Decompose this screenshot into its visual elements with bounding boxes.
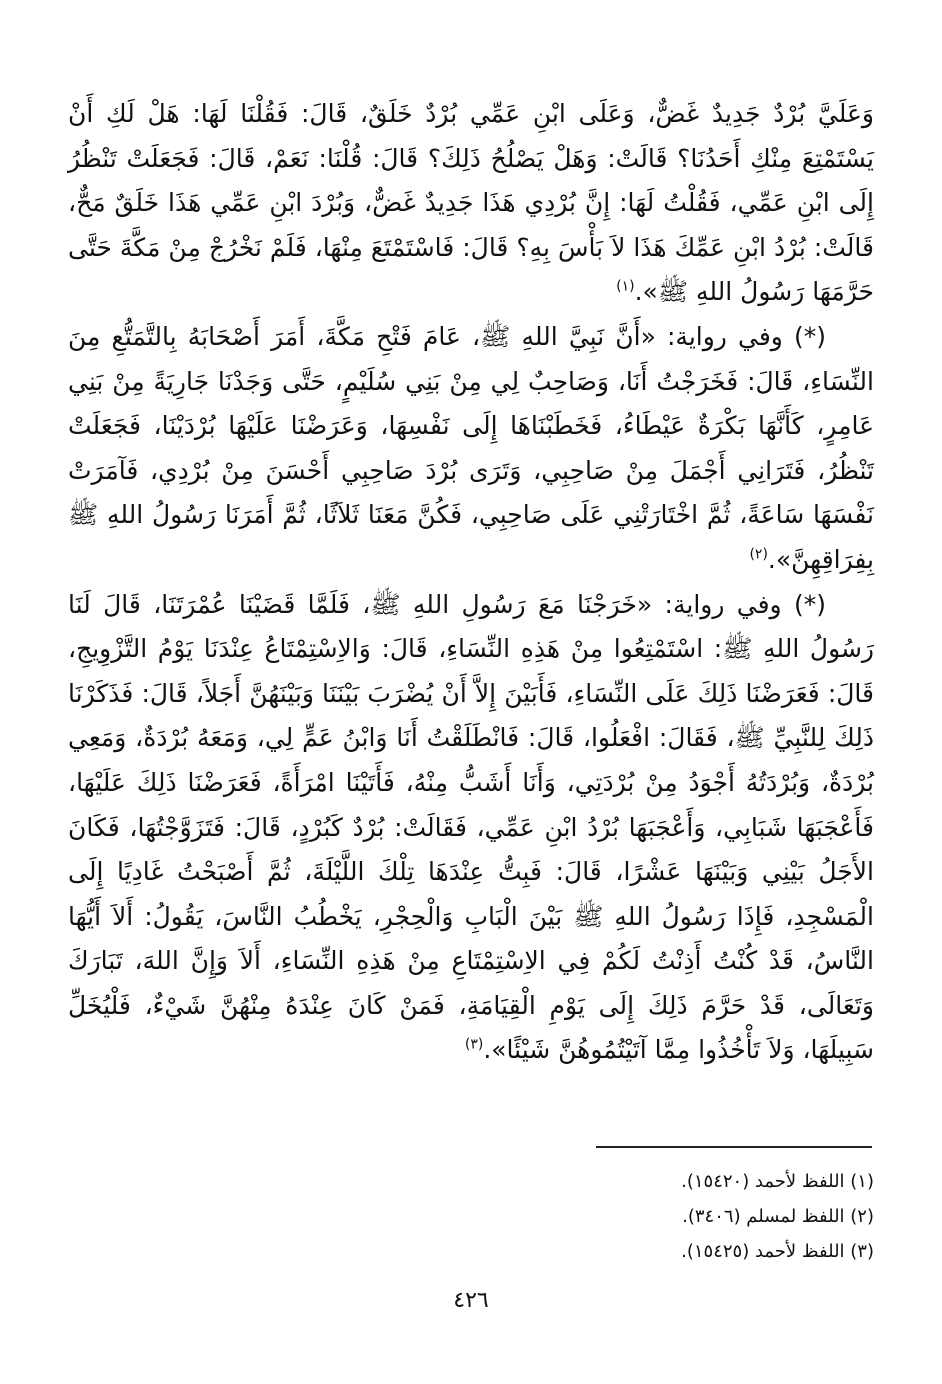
footnote-item: (٣) اللفظ لأحمد (١٥٤٢٥).	[681, 1241, 874, 1262]
main-text-body	[68, 92, 874, 1073]
paragraph-narration-3	[68, 583, 874, 1074]
paragraph-text: (*) وفي رواية: «أَنَّ نَبِيَّ اللهِ ﷺ، عَامَ فَتْحِ مَكَّةَ، أَمَرَ أَصْحَابَهُ بِالتَّمَتُّعِ مِنَ النِّسَاءِ، قَالَ: فَخَرَجْتُ أَنَا، وَصَاحِبٌ لِي مِنْ بَنِي سُلَيْمٍ، حَتَّى وَجَدْنَا جَارِيَةً مِنْ بَنِي عَامِرٍ، كَأَنَّهَا بَكْرَةٌ عَيْطَاءُ، فَخَطَبْنَاهَا إِلَى نَفْسِهَا، وَعَرَضْنَا عَلَيْهَا بُرْدَيْنَا، فَجَعَلَتْ تَنْظُرُ، فَتَرَانِي أَجْمَلَ مِنْ صَاحِبِي، وَتَرَى بُرْدَ صَاحِبِي أَحْسَنَ مِنْ بُرْدِي، فَآمَرَتْ نَفْسَهَا سَاعَةً، ثُمَّ اخْتَارَتْنِي عَلَى صَاحِبِي، فَكُنَّ مَعَنَا ثَلاَثًا، ثُمَّ أَمَرَنَا رَسُولُ اللهِ ﷺ بِفِرَاقِهِنَّ».	[68, 321, 874, 574]
footnote-reference: (٣)	[464, 1037, 484, 1054]
footnote-item: (١) اللفظ لأحمد (١٥٤٢٠).	[681, 1171, 874, 1192]
page-number: ٤٢٦	[453, 1288, 489, 1313]
paragraph-text: وَعَلَيَّ بُرْدٌ جَدِيدٌ غَضٌّ، وَعَلَى ابْنِ عَمِّي بُرْدٌ خَلَقٌ، قَالَ: فَقُلْنَا لَهَا: هَلْ لَكِ أَنْ يَسْتَمْتِعَ مِنْكِ أَحَدُنَا؟ قَالَتْ: وَهَلْ يَصْلُحُ ذَلِكَ؟ قَالَ: قُلْنَا: نَعَمْ، قَالَ: فَجَعَلَتْ تَنْظُرُ إِلَى ابْنِ عَمِّي، فَقُلْتُ لَهَا: إِنَّ بُرْدِي هَذَا جَدِيدٌ غَضٌّ، وَبُرْدَ ابْنِ عَمِّي هَذَا خَلَقٌ مَحٌّ، قَالَتْ: بُرْدُ ابْنِ عَمِّكَ هَذَا لاَ بَأْسَ بِهِ؟ قَالَ: فَاسْتَمْتَعَ مِنْهَا، فَلَمْ نَخْرُجْ مِنْ مَكَّةَ حَتَّى حَرَّمَهَا رَسُولُ اللهِ ﷺ».	[68, 99, 874, 307]
paragraph-continuation	[68, 92, 874, 315]
footnote-reference: (١)	[616, 279, 635, 296]
footnote-reference: (٢)	[749, 546, 768, 563]
footnotes	[400, 1164, 874, 1269]
paragraph-text: (*) وفي رواية: «خَرَجْنَا مَعَ رَسُولِ اللهِ ﷺ، فَلَمَّا قَضَيْنَا عُمْرَتَنَا، قَالَ لَنَا رَسُولُ اللهِ ﷺ: اسْتَمْتِعُوا مِنْ هَذِهِ النِّسَاءِ، قَالَ: وَالاِسْتِمْتَاعُ عِنْدَنَا يَوْمُ التَّزْوِيجِ، قَالَ: فَعَرَضْنَا ذَلِكَ عَلَى النِّسَاءِ، فَأَبَيْنَ إِلاَّ أَنْ يُضْرَبَ بَيْنَنَا وَبَيْنَهُنَّ أَجَلاً، قَالَ: فَذَكَرْنَا ذَلِكَ لِلنَّبِيِّ ﷺ، فَقَالَ: افْعَلُوا، قَالَ: فَانْطَلَقْتُ أَنَا وَابْنُ عَمٍّ لِي، وَمَعَهُ بُرْدَةٌ، وَمَعِي بُرْدَةٌ، وَبُرْدَتُهُ أَجْوَدُ مِنْ بُرْدَتِي، وَأَنَا أَشَبُّ مِنْهُ، فَأَتَيْنَا امْرَأَةً، فَعَرَضْنَا ذَلِكَ عَلَيْهَا، فَأَعْجَبَهَا شَبَابِي، وَأَعْجَبَهَا بُرْدُ ابْنِ عَمِّي، فَقَالَتْ: بُرْدٌ كَبُرْدٍ، قَالَ: فَتَزَوَّجْتُهَا، فَكَانَ الأَجَلُ بَيْنِي وَبَيْنَهَا عَشْرًا، قَالَ: فَبِتُّ عِنْدَهَا تِلْكَ اللَّيْلَةَ، ثُمَّ أَصْبَحْتُ غَادِيًا إِلَى الْمَسْجِدِ، فَإِذَا رَسُولُ اللهِ ﷺ بَيْنَ الْبَابِ وَالْحِجْرِ، يَخْطُبُ النَّاسَ، يَقُولُ: أَلاَ أَيُّهَا النَّاسُ، قَدْ كُنْتُ أَذِنْتُ لَكُمْ فِي الاِسْتِمْتَاعِ مِنْ هَذِهِ النِّسَاءِ، أَلاَ وَإِنَّ اللهَ، تَبَارَكَ وَتَعَالَى، قَدْ حَرَّمَ ذَلِكَ إِلَى يَوْمِ الْقِيَامَةِ، فَمَنْ كَانَ عِنْدَهُ مِنْهُنَّ شَيْءٌ، فَلْيُخَلِّ سَبِيلَهَا، وَلاَ تَأْخُذُوا مِمَّا آتَيْتُمُوهُنَّ شَيْئًا».	[68, 589, 874, 1065]
footnote-divider	[596, 1146, 872, 1148]
paragraph-narration-2	[68, 315, 874, 583]
footnote-item: (٢) اللفظ لمسلم (٣٤٠٦).	[682, 1206, 874, 1227]
